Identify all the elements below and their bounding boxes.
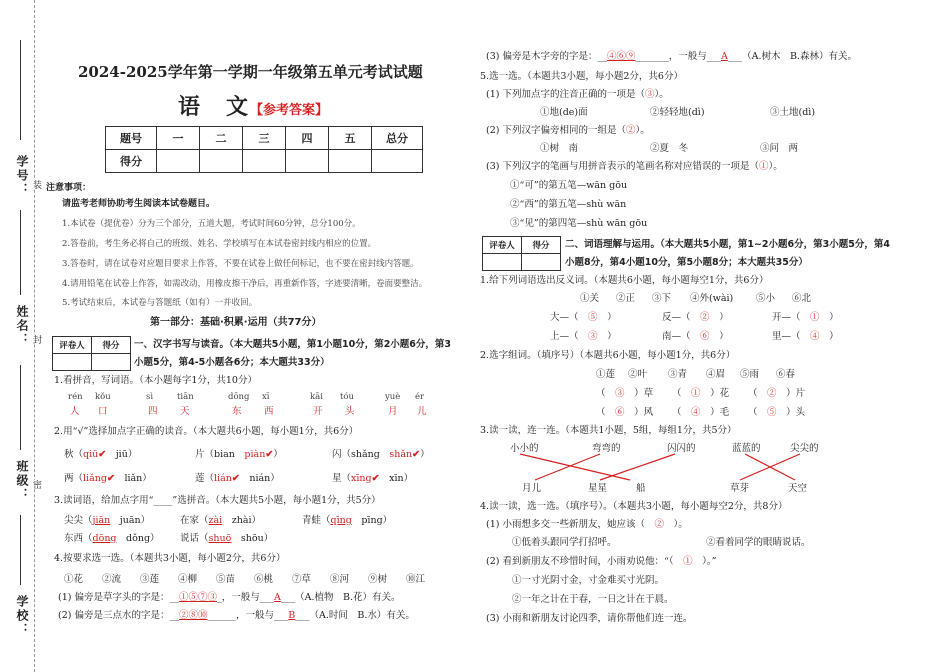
q2-text: liǎn） — [114, 473, 152, 484]
antonym-answer: ① — [810, 312, 820, 323]
grader-score-label: 得分 — [92, 337, 131, 354]
antonym-item — [772, 330, 839, 343]
score-cell[interactable] — [329, 150, 372, 173]
match-top-word: 尖尖的 — [790, 443, 819, 454]
word-text: （ — [748, 407, 758, 418]
p2-q3-prompt: 3.读一读，连一连。（本题共1小题，5组，每组1分，共5分） — [480, 425, 737, 436]
q4-text: ___（A.树木 B.森林）有关。 — [727, 51, 858, 62]
word-text: （ — [596, 388, 606, 399]
notice-item: 3.答卷时，请在试卷对应题目要求上作答，不要在试卷上做任何标记，也不要在密封线内答题。 — [62, 259, 419, 269]
q4-sub1 — [58, 591, 401, 604]
score-header-cell: 三 — [243, 127, 286, 150]
grader-cell[interactable] — [483, 254, 522, 271]
match-line — [535, 454, 600, 480]
q4-option: ④柳 — [178, 574, 198, 585]
score-cell[interactable] — [286, 150, 329, 173]
q3-text: 青蛙（ — [302, 515, 331, 526]
q3-item — [64, 532, 160, 545]
section1-heading: 一、汉字书写与读音。（本大题共5小题，第1小题10分，第2小题6分，第3 — [134, 339, 452, 350]
q5-option: ③“见”的第四笔—shù wān gōu — [510, 218, 648, 229]
q3-text: shōu） — [231, 533, 274, 544]
p2-q1-option: ⑥北 — [792, 293, 812, 304]
word-item — [672, 406, 729, 419]
p2-q1-option: ①关 — [580, 293, 600, 304]
score-cell[interactable] — [372, 150, 423, 173]
grader-box-1 — [52, 336, 131, 371]
antonym-answer: ④ — [810, 331, 820, 342]
p2-q2-option: ②叶 — [628, 369, 648, 380]
notice-item: 4.请用铅笔在试卷上作答，如需改动，用橡皮擦干净后，再重新作答，字迹要清晰，卷面要整洁。 — [62, 279, 428, 289]
match-bottom-word: 月儿 — [522, 483, 542, 494]
part2-heading: 二、词语理解与运用。（本大题共5小题，第1~2小题6分，第3小题5分，第4 — [565, 239, 890, 250]
score-cell[interactable] — [200, 150, 243, 173]
notice-item: 5.考试结束后，本试卷与答题纸（如有）一并收回。 — [62, 298, 258, 308]
q3-answer: jiān — [92, 515, 111, 526]
check-icon: ✔ — [98, 449, 107, 460]
q4-option: ①花 — [64, 574, 84, 585]
word-text: （ — [672, 388, 682, 399]
match-line — [740, 454, 800, 480]
q4-sub3 — [486, 50, 857, 63]
answer-char: 月 — [388, 406, 398, 417]
q5-option: ②“西”的第五笔—shù wān — [510, 199, 627, 210]
antonym-text: 上—（ — [550, 331, 579, 342]
pinyin: dōng — [228, 392, 250, 402]
part2-heading-cont: 小题8分，第4小题10分，第5小题8分；本大题共35分） — [565, 257, 808, 268]
q2-text: xīn） — [379, 473, 414, 484]
section1-heading-cont: 小题5分，第4-5小题各6分；本大题共33分） — [134, 357, 330, 368]
q4-text: (2) 看到新朋友不珍惜时间，小雨劝说他：“（ — [486, 556, 674, 567]
score-cell[interactable] — [157, 150, 200, 173]
student-id-line — [20, 40, 21, 140]
q2-text: 秋（ — [64, 449, 84, 460]
p2-q2-prompt: 2.选字组词。（填序号）（本题共6小题，每小题1分，共6分） — [480, 350, 736, 361]
word-text: ）草 — [634, 388, 654, 399]
q3-text: zhài） — [222, 515, 262, 526]
match-top-word: 弯弯的 — [592, 443, 621, 454]
q4-option: ⑤苗 — [216, 574, 236, 585]
grader-label: 评卷人 — [53, 337, 92, 354]
p2-q1-option: ⑤小 — [756, 293, 776, 304]
q2-item — [332, 472, 413, 485]
q4-answer: A — [274, 592, 281, 603]
antonym-text: ） — [719, 312, 729, 323]
binding-mark-mi: 密 — [31, 480, 41, 489]
score-header-cell: 题号 — [106, 127, 157, 150]
grader-cell[interactable] — [92, 354, 131, 371]
word-text: （ — [672, 407, 682, 418]
score-table-score-row — [106, 150, 423, 173]
p2-q1-option: ②正 — [616, 293, 636, 304]
q4-text: (2) 偏旁是三点水的字是：__ — [58, 610, 179, 621]
word-answer: ⑤ — [767, 407, 777, 418]
check-icon: ✔ — [106, 473, 115, 484]
word-answer: ③ — [615, 388, 625, 399]
q3-answer: shuō — [208, 533, 232, 544]
q2-prompt: 2.用“√”选择加点字正确的读音。（本大题共6小题，每小题1分，共6分） — [54, 426, 359, 437]
antonym-text: 开—（ — [772, 312, 801, 323]
answer-char: 西 — [264, 406, 274, 417]
q5-text: (2) 下列汉字偏旁相同的一组是（ — [486, 125, 626, 136]
pinyin: kāi — [310, 392, 323, 402]
q5-option: ③土地(dì) — [770, 107, 816, 118]
match-top-word: 蓝蓝的 — [732, 443, 761, 454]
q4-option: ⑦草 — [292, 574, 312, 585]
antonym-answer: ③ — [588, 331, 598, 342]
match-line — [600, 454, 675, 480]
match-line — [520, 454, 630, 480]
p2-q1-option: ③下 — [652, 293, 672, 304]
q3-text: dǒng） — [116, 533, 160, 544]
antonym-answer: ② — [700, 312, 710, 323]
word-item — [596, 387, 653, 400]
q3-text: 东西（ — [64, 533, 93, 544]
word-text: ）风 — [634, 407, 654, 418]
q4-text: ___（A.植物 B.花）有关。 — [280, 592, 401, 603]
q5-text: (3) 下列汉字的笔画与用拼音表示的笔画名称对应错误的一项是（ — [486, 161, 759, 172]
p2-q4-sub3: (3) 小雨和新朋友讨论四季，请你帮他们连一连。 — [486, 613, 693, 624]
q5-option: ①树 南 — [540, 143, 579, 154]
q2-text: ） — [420, 449, 430, 460]
word-answer: ② — [767, 388, 777, 399]
antonym-text: ） — [607, 312, 617, 323]
pinyin: sì — [146, 392, 154, 402]
antonym-answer: ⑤ — [588, 312, 598, 323]
p2-q2-option: ①莲 — [596, 369, 616, 380]
q4-answer: B — [288, 610, 296, 621]
q2-item — [64, 448, 137, 461]
q5-option: ③问 两 — [760, 143, 799, 154]
antonym-answer: ⑥ — [700, 331, 710, 342]
q2-answer: piàn — [244, 449, 266, 460]
q3-item — [180, 514, 261, 527]
antonym-item — [550, 330, 617, 343]
word-answer: ① — [691, 388, 701, 399]
grader-label: 评卷人 — [483, 237, 522, 254]
q1-prompt: 1.看拼音，写词语。（本小题每字1分，共10分） — [54, 375, 257, 386]
q5-option: ①“可”的第五笔—wān gōu — [510, 180, 628, 191]
antonym-text: 大—（ — [550, 312, 579, 323]
answer-tag: 【参考答案】 — [250, 103, 329, 118]
check-icon: ✔ — [265, 449, 274, 460]
word-text: ）头 — [786, 407, 806, 418]
score-header-cell: 一 — [157, 127, 200, 150]
q3-text: 说话（ — [180, 533, 209, 544]
score-table — [105, 126, 423, 173]
q4-option: ③莲 — [140, 574, 160, 585]
q5-answer: ① — [758, 161, 769, 172]
p2-q2-option: ③青 — [668, 369, 688, 380]
q5-prompt: 5.选一选。（本题共3小题，每小题2分，共6分） — [480, 71, 683, 82]
pinyin: xī — [262, 392, 270, 402]
q5-answer: ② — [625, 125, 636, 136]
pinyin: yuè — [385, 392, 401, 402]
word-text: ）花 — [710, 388, 730, 399]
word-text: （ — [596, 407, 606, 418]
p2-q2-option: ④眉 — [706, 369, 726, 380]
notice-item: 2.答卷前，考生务必将自己的班级、姓名、学校填写在本试卷密封线内相应的位置。 — [62, 239, 377, 249]
q3-item — [180, 532, 273, 545]
q2-text: jiū） — [106, 449, 138, 460]
q4-option: ⑨树 — [368, 574, 388, 585]
word-item — [748, 406, 805, 419]
school-label: 学校： — [15, 595, 29, 637]
score-cell[interactable] — [243, 150, 286, 173]
q4-text: ___（A.时间 B.水）有关。 — [295, 610, 415, 621]
exam-title: 2024-2025学年第一学期一年级第五单元考试试题 — [78, 63, 423, 81]
answer-char: 天 — [180, 406, 190, 417]
answer-char: 四 — [148, 406, 158, 417]
q4-option: ⑧河 — [330, 574, 350, 585]
pinyin: kǒu — [95, 392, 111, 402]
antonym-text: 反—（ — [662, 312, 691, 323]
word-text: ）片 — [786, 388, 806, 399]
pinyin: tiān — [177, 392, 194, 402]
pinyin: tóu — [340, 392, 355, 402]
score-row-label: 得分 — [106, 150, 157, 173]
q4-prompt: 4.按要求选一选。（本题共3小题，每小题2分，共6分） — [54, 553, 286, 564]
q4-text: (1) 小雨想多交一些新朋友，她应该（ — [486, 519, 645, 530]
q2-item — [195, 448, 283, 461]
name-line — [20, 210, 21, 295]
q2-item — [64, 472, 152, 485]
p2-q4-option: ②一年之计在于春，一日之计在于晨。 — [512, 594, 674, 605]
score-header-cell: 四 — [286, 127, 329, 150]
q2-text: 两（ — [64, 473, 84, 484]
p2-q1-option: ④外(wài) — [690, 293, 734, 304]
p2-q4-option: ①低着头跟同学打招呼。 — [512, 537, 617, 548]
p2-q4-option: ①一寸光阴寸金，寸金难买寸光阴。 — [512, 575, 665, 586]
word-item — [748, 387, 805, 400]
check-icon: ✔ — [412, 449, 421, 460]
grader-score-label: 得分 — [522, 237, 561, 254]
word-answer: ④ — [691, 407, 701, 418]
word-item — [672, 387, 729, 400]
binding-mark-feng: 封 — [31, 335, 41, 344]
q3-text: 尖尖（ — [64, 515, 93, 526]
notice-item: 1.本试卷（提优卷）分为三个部分，五道大题，考试时间60分钟，总分100分。 — [62, 219, 361, 229]
antonym-text: ） — [607, 331, 617, 342]
q4-option: ⑩江 — [406, 574, 426, 585]
antonym-text: ） — [719, 331, 729, 342]
part1-title: 第一部分：基础·积累·运用（共77分） — [150, 317, 322, 328]
word-text: ）毛 — [710, 407, 730, 418]
subject-title: 语 文 — [178, 94, 251, 120]
q3-answer: dōng — [92, 533, 117, 544]
antonym-text: ） — [829, 331, 839, 342]
check-icon: ✔ — [231, 473, 240, 484]
q3-item — [64, 514, 150, 527]
q4-text: ）。 — [673, 519, 688, 530]
antonym-text: 里—（ — [772, 331, 801, 342]
q2-answer: xīng — [351, 473, 372, 484]
q4-sub2 — [58, 609, 415, 622]
q5-text: ）。 — [654, 89, 669, 100]
p2-q4-sub2 — [486, 555, 717, 568]
q3-item — [302, 514, 392, 527]
score-header-cell: 总分 — [372, 127, 423, 150]
q4-answer: ① — [683, 556, 693, 567]
match-top-word: 闪闪的 — [667, 443, 696, 454]
p2-q4-sub1 — [486, 518, 688, 531]
q4-text: ）。” — [702, 556, 717, 567]
q4-option: ⑥桃 — [254, 574, 274, 585]
q5-sub1 — [486, 88, 669, 101]
q5-sub3 — [486, 160, 783, 173]
q4-answer: ②⑧⑩ — [178, 610, 208, 621]
word-text: （ — [748, 388, 758, 399]
class-label: 班级： — [15, 460, 29, 502]
q2-text: 片（bian — [195, 449, 245, 460]
binding-mark-zhuang: 装 — [31, 180, 41, 189]
q5-answer: ③ — [644, 89, 655, 100]
q3-text: pīng） — [351, 515, 393, 526]
subject-line — [178, 94, 328, 125]
q3-answer: zài — [208, 515, 223, 526]
q5-sub2 — [486, 124, 650, 137]
score-header-cell: 二 — [200, 127, 243, 150]
q4-text: ______，一般与___ — [207, 610, 289, 621]
match-bottom-word: 草芽 — [730, 483, 750, 494]
answer-char: 儿 — [417, 406, 427, 417]
antonym-item — [662, 330, 729, 343]
check-icon: ✔ — [371, 473, 380, 484]
q5-text: ）。 — [635, 125, 650, 136]
word-answer: ⑥ — [615, 407, 625, 418]
answer-char: 东 — [232, 406, 242, 417]
q4-option: ②流 — [102, 574, 122, 585]
match-top-word: 小小的 — [510, 443, 539, 454]
answer-char: 口 — [98, 406, 108, 417]
school-line — [20, 515, 21, 585]
p2-q2-option: ⑤雨 — [740, 369, 760, 380]
notice-subtitle: 请监考老师协助考生阅读本试卷题目。 — [62, 199, 216, 209]
antonym-item — [772, 311, 839, 324]
antonym-text: 南—（ — [662, 331, 691, 342]
q2-text: nián） — [239, 473, 280, 484]
grader-cell[interactable] — [53, 354, 92, 371]
q5-option: ②夏 冬 — [650, 143, 689, 154]
q2-item — [332, 448, 430, 461]
q3-answer: qīng — [330, 515, 352, 526]
student-id-label: 学号： — [15, 155, 29, 197]
q5-option: ①地(de)面 — [540, 107, 588, 118]
match-bottom-word: 天空 — [788, 483, 808, 494]
p2-q4-prompt: 4.读一读，选一选。（填序号）。（本题共3小题，每小题每空2分，共8分） — [480, 501, 788, 512]
answer-char: 人 — [70, 406, 80, 417]
q4-answer: ④⑥⑨ — [606, 51, 636, 62]
q4-text: (1) 偏旁是草字头的字是：__ — [58, 592, 179, 603]
q4-answer: ①⑤⑦③ — [178, 592, 217, 603]
class-line — [20, 365, 21, 450]
q3-text: 在家（ — [180, 515, 209, 526]
grader-cell[interactable] — [522, 254, 561, 271]
q5-text: ）。 — [768, 161, 783, 172]
score-table-header-row — [106, 127, 423, 150]
word-item — [596, 406, 653, 419]
q2-item — [195, 472, 280, 485]
p2-q1-prompt: 1.给下列词语选出反义词。（本题共6小题，每小题每空1分，共6分） — [480, 275, 769, 286]
q2-text: 星（ — [332, 473, 352, 484]
answer-char: 开 — [313, 406, 323, 417]
q2-text: 闪（shǎng — [332, 449, 390, 460]
q5-text: (1) 下列加点字的注音正确的一项是（ — [486, 89, 645, 100]
q2-answer: shǎn — [389, 449, 413, 460]
q2-answer: lián — [214, 473, 232, 484]
binding-margin — [0, 0, 55, 672]
pinyin: ér — [415, 392, 425, 402]
q4-text: (3) 偏旁是木字旁的字是：__ — [486, 51, 607, 62]
q5-option: ②轻轻地(dì) — [650, 107, 705, 118]
p2-q2-option: ⑥春 — [776, 369, 796, 380]
match-bottom-word: 星星 — [588, 483, 608, 494]
q4-text: _，一般与___ — [217, 592, 275, 603]
q3-prompt: 3.读词语，给加点字用“____”选拼音。（本大题共5小题，每小题1分，共5分） — [54, 495, 381, 506]
antonym-text: ） — [829, 312, 839, 323]
antonym-item — [550, 311, 617, 324]
q2-answer: qiū — [83, 449, 99, 460]
antonym-item — [662, 311, 729, 324]
notice-title: 注意事项： — [46, 183, 92, 193]
grader-box-2 — [482, 236, 561, 271]
q3-text: juān） — [110, 515, 151, 526]
name-label: 姓名： — [15, 305, 29, 347]
p2-q4-option: ②看着同学的眼睛说话。 — [706, 537, 811, 548]
match-bottom-word: 船 — [636, 483, 646, 494]
pinyin: rén — [68, 392, 83, 402]
q2-text: ） — [273, 449, 283, 460]
answer-char: 头 — [345, 406, 355, 417]
q4-answer: A — [721, 51, 728, 62]
q4-text: _______，一般与___ — [635, 51, 722, 62]
q2-answer: liǎng — [83, 473, 107, 484]
score-header-cell: 五 — [329, 127, 372, 150]
q4-answer: ② — [654, 519, 665, 530]
q2-text: 莲（ — [195, 473, 215, 484]
